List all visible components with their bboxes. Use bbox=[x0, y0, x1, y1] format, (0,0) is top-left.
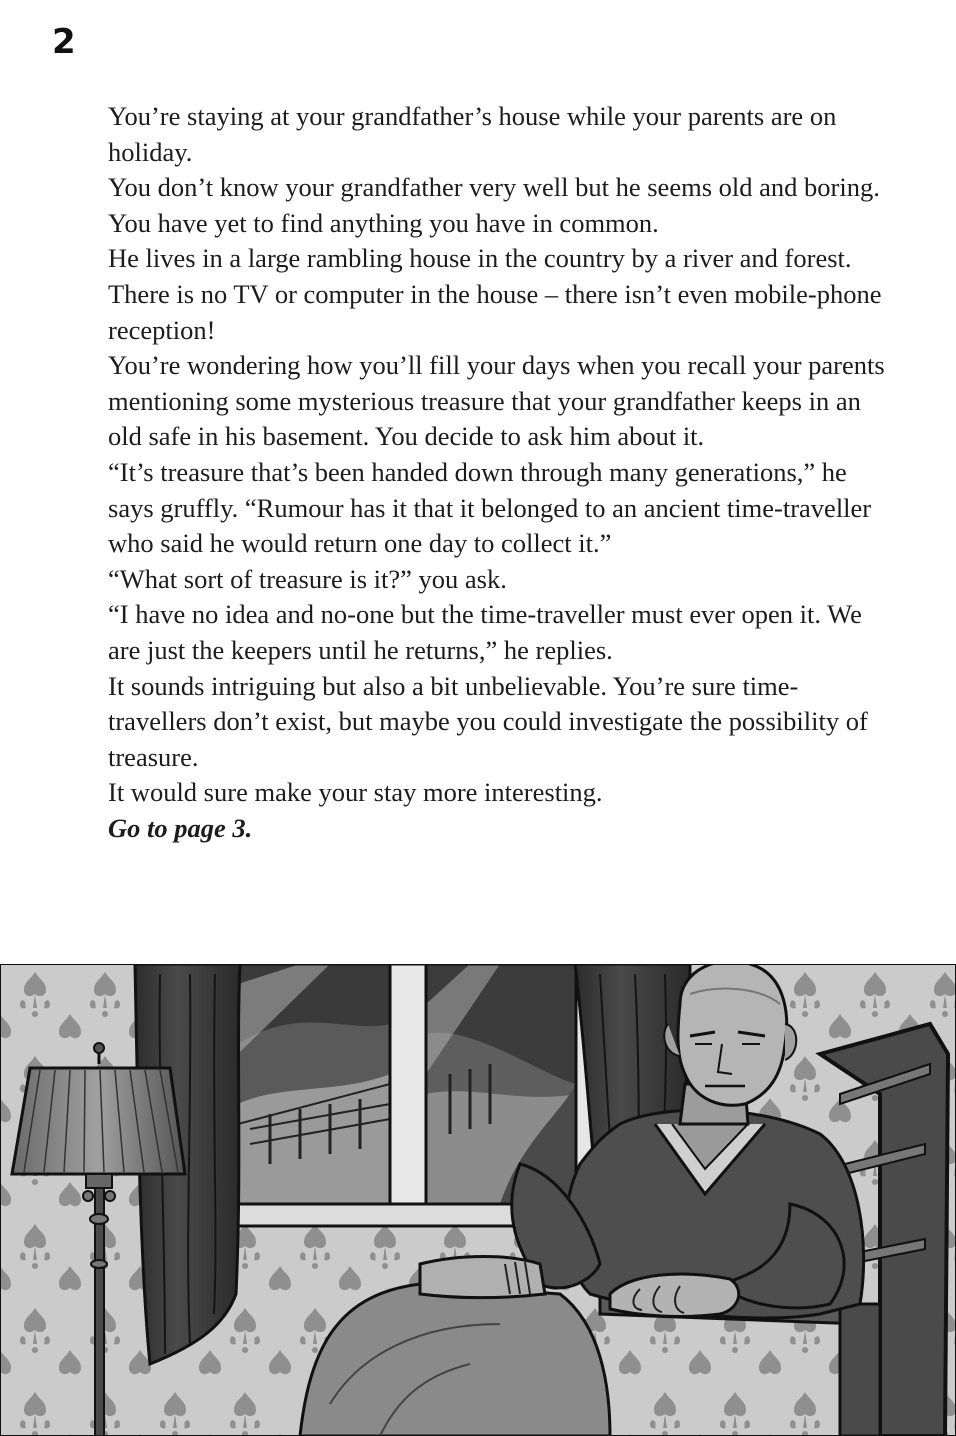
story-paragraph: “What sort of treasure is it?” you ask. bbox=[108, 563, 507, 594]
story-paragraph: “I have no idea and no-one but the time-traveller must ever open it. We are just the keepers until he returns,” he replies. bbox=[108, 599, 862, 665]
story-paragraph: You’re staying at your grandfather’s house while your parents are on holiday. bbox=[108, 101, 837, 167]
story-paragraph: You’re wondering how you’ll fill your days when you recall your parents mentioning some mysterious treasure that your grandfather keeps in an old safe in his basement. You decide to ask him about it. bbox=[108, 350, 885, 452]
illustration-grandfather-rocking-chair bbox=[0, 964, 956, 1436]
go-to-page-link[interactable]: Go to page 3. bbox=[108, 812, 253, 843]
story-text bbox=[108, 99, 888, 846]
story-paragraph: You don’t know your grandfather very well but he seems old and boring. You have yet to find anything you have in common. bbox=[108, 172, 880, 238]
story-paragraph: “It’s treasure that’s been handed down through many generations,” he says gruffly. “Rumour has it that it belonged to an ancient time-traveller who said he would return one day to collect it.” bbox=[108, 456, 872, 559]
page-number: 2 bbox=[52, 22, 76, 62]
story-paragraph: He lives in a large rambling house in the country by a river and forest. There is no TV or computer in the house – there isn’t even mobile-phone reception! bbox=[108, 243, 882, 345]
story-paragraph: It would sure make your stay more interesting. bbox=[108, 777, 603, 808]
story-paragraph: It sounds intriguing but also a bit unbelievable. You’re sure time-travellers don’t exist, but maybe you could investigate the possibility of treasure. bbox=[108, 670, 868, 772]
